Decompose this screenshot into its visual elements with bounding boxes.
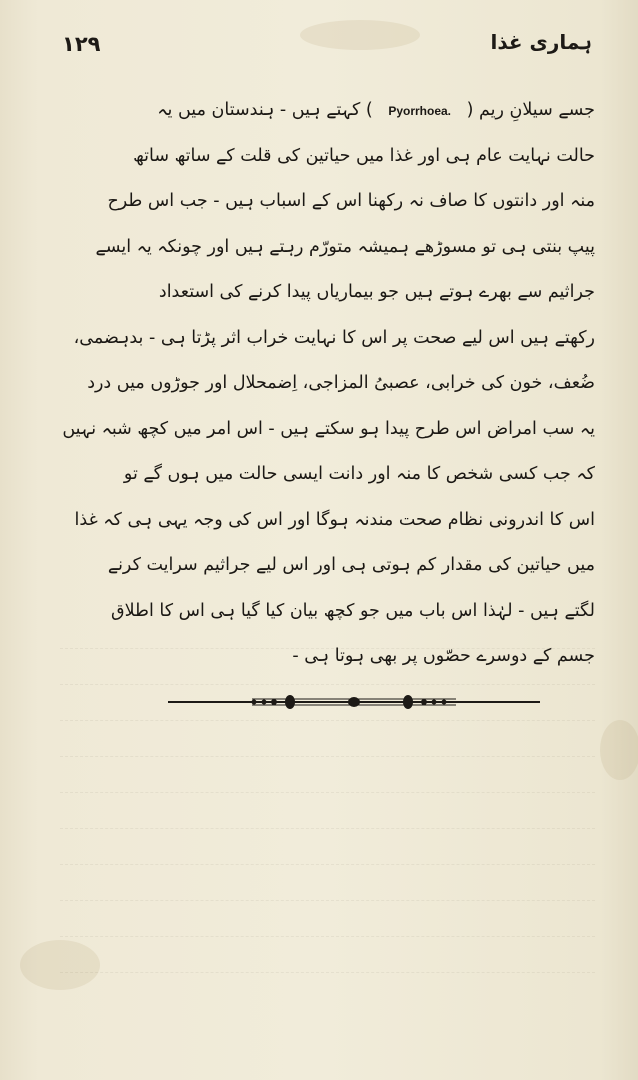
page-number: ١٢٩ xyxy=(62,32,101,56)
text-line: ضُعف، خون کی خرابی، عصبیُ المزاجی، اِضمحلال اور جوڑوں میں درد xyxy=(87,373,595,393)
text-line: منہ اور دانتوں کا صاف نہ رکھنا اس کے اسباب ہیں - جب اس طرح xyxy=(107,191,595,211)
text-line: حالت نہایت عام ہی اور غذا میں حیاتین کی قلت کے ساتھ ساتھ xyxy=(133,145,595,166)
show-through-text xyxy=(60,620,595,1020)
text-line: پیپ بنتی ہی تو مسوڑھے ہمیشہ متورّم رہتے ہیں اور چونکہ یہ ایسے xyxy=(95,236,595,257)
latin-term: Pyorrhoea. xyxy=(388,104,452,118)
text-line: اس کا اندرونی نظام صحت مندنہ ہوگا اور اس کی وجہ یہی ہی کہ غذا xyxy=(74,509,595,530)
body-text xyxy=(50,88,595,680)
running-title: ہماری غذا xyxy=(490,30,592,54)
text-segment: ) کہتے ہیں - ہندستان میں یہ xyxy=(157,100,373,120)
text-line: یہ سب امراض اس طرح پیدا ہو سکتے ہیں - اس امر میں کچھ شبہ نہیں xyxy=(62,418,595,439)
text-segment: جسے سیلانِ ریم ( xyxy=(466,100,595,120)
text-line: جسم کے دوسرے حصّوں پر بھی ہوتا ہی - xyxy=(292,646,595,666)
paper-stain xyxy=(600,720,638,780)
page-header xyxy=(62,28,592,68)
text-line: میں حیاتین کی مقدار کم ہوتی ہی اور اس لیے جراثیم سرایت کرنے xyxy=(107,555,595,575)
text-line xyxy=(50,88,595,134)
text-line: لگتے ہیں - لہٰذا اس باب میں جو کچھ بیان کیا گیا ہی اس کا اطلاق xyxy=(111,600,595,621)
text-line: کہ جب کسی شخص کا منہ اور دانت ایسی حالت میں ہوں گے تو xyxy=(123,464,595,484)
text-line: رکھتے ہیں اس لیے صحت پر اس کا نہایت خراب اثر پڑتا ہی - بدہضمی، xyxy=(73,327,595,348)
text-line: جراثیم سے بھرے ہوتے ہیں جو بیماریاں پیدا کرنے کی استعداد xyxy=(158,282,595,302)
